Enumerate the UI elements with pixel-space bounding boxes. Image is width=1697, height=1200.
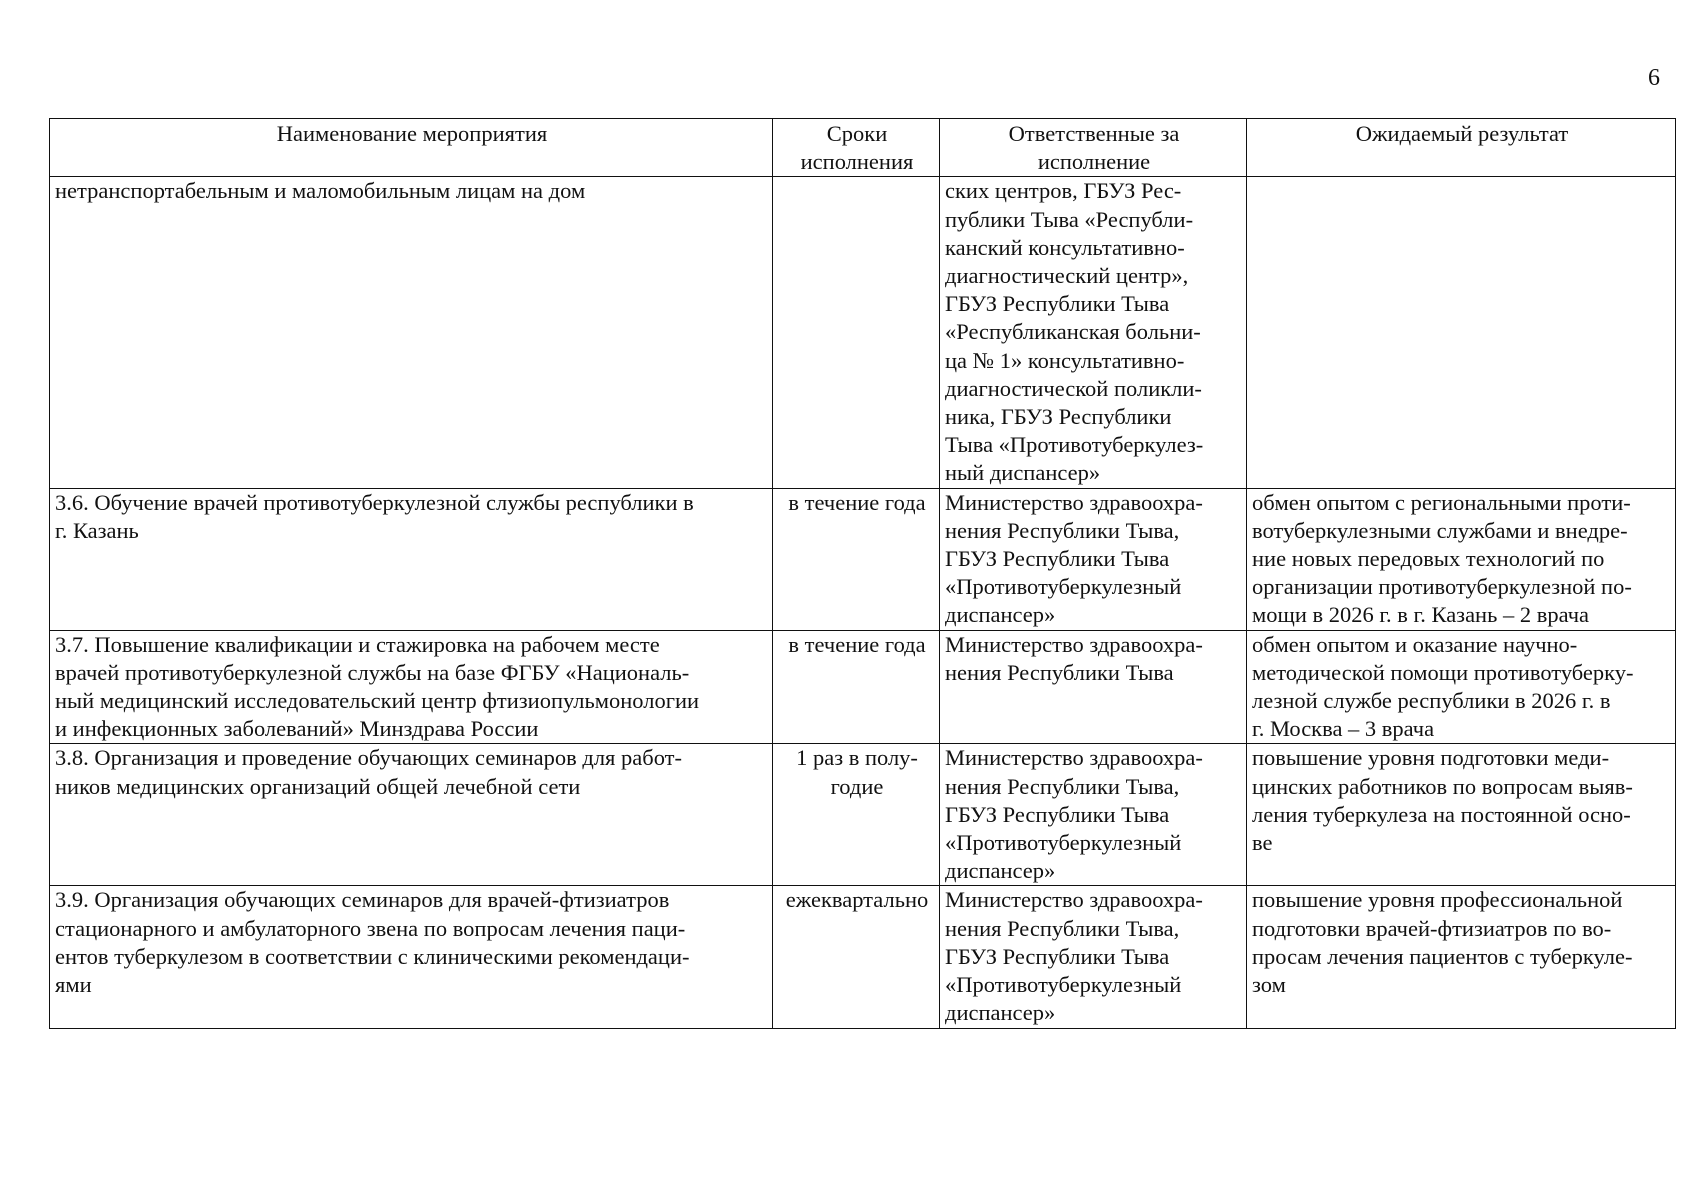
cell-responsible (940, 886, 1247, 1028)
cell-deadline (773, 744, 940, 886)
cell-text-line: диагностической поликли- (945, 375, 1202, 401)
page-number: 6 (1648, 65, 1660, 91)
cell-result (1247, 177, 1676, 488)
cell-text-line: «Противотуберкулезный (945, 830, 1182, 856)
header-line: исполнения (800, 149, 914, 175)
cell-text-line: просам лечения пациентов с туберкуле- (1252, 943, 1633, 969)
cell-text-line: зом (1252, 972, 1286, 998)
cell-text-line: нения Республики Тыва (945, 659, 1174, 685)
cell-text-line: диспансер» (945, 858, 1056, 884)
cell-text-line: ца № 1» консультативно- (945, 347, 1185, 373)
cell-responsible (940, 630, 1247, 744)
cell-text-line: ских центров, ГБУЗ Рес- (945, 178, 1182, 204)
table-row (50, 886, 1676, 1028)
cell-text-line: ника, ГБУЗ Республики (945, 404, 1172, 430)
cell-text-line: публики Тыва «Республи- (945, 206, 1194, 232)
cell-text-line: ников медицинских организаций общей лечебной сети (55, 773, 581, 799)
cell-text-line: врачей противотуберкулезной службы на базе ФГБУ «Националь- (55, 659, 690, 685)
cell-result (1247, 886, 1676, 1028)
cell-text-line: в течение года (788, 489, 926, 515)
cell-text-line: Министерство здравоохра- (945, 887, 1203, 913)
cell-text-line: диагностический центр», (945, 263, 1189, 289)
cell-text-line: нения Республики Тыва, (945, 517, 1180, 543)
cell-text-line: г. Москва – 3 врача (1252, 716, 1435, 742)
cell-text-line: Тыва «Противотуберкулез- (945, 432, 1204, 458)
cell-text-line: 3.9. Организация обучающих семинаров для врачей-фтизиатров (55, 887, 670, 913)
cell-text-line: ежеквартально (785, 887, 929, 913)
cell-text-line: нетранспортабельным и маломобильным лицам на дом (55, 178, 586, 204)
cell-text-line: ентов туберкулезом в соответствии с клиническими рекомендаци- (55, 943, 690, 969)
cell-text-line: обмен опытом с региональными проти- (1252, 489, 1631, 515)
header-line: Наименование мероприятия (276, 121, 548, 146)
cell-text-line: «Противотуберкулезный (945, 972, 1182, 998)
header-name (50, 119, 773, 177)
cell-text-line: «Республиканская больни- (945, 319, 1201, 345)
table-header-row (50, 119, 1676, 177)
cell-text-line: 3.6. Обучение врачей противотуберкулезной службы республики в (55, 489, 694, 515)
cell-text-line: ный медицинский исследовательский центр фтизиопульмонологии (55, 688, 700, 714)
cell-text-line: лезной службе республики в 2026 г. в (1252, 688, 1611, 714)
cell-text-line: цинских работников по вопросам выяв- (1252, 773, 1633, 799)
cell-text-line: ГБУЗ Республики Тыва (945, 801, 1170, 827)
cell-text-line: ями (55, 972, 92, 998)
cell-deadline (773, 886, 940, 1028)
action-plan-table (49, 118, 1676, 1029)
header-responsible (940, 119, 1247, 177)
cell-name (50, 886, 773, 1028)
cell-text-line: ГБУЗ Республики Тыва (945, 943, 1170, 969)
cell-text-line: подготовки врачей-фтизиатров по во- (1252, 915, 1612, 941)
cell-text-line: диспансер» (945, 602, 1056, 628)
cell-text-line: повышение уровня профессиональной (1252, 887, 1623, 913)
cell-text-line: Министерство здравоохра- (945, 745, 1203, 771)
cell-deadline (773, 488, 940, 630)
cell-text-line: Министерство здравоохра- (945, 489, 1203, 515)
cell-text-line: ве (1252, 830, 1273, 856)
cell-text-line: г. Казань (55, 517, 139, 543)
cell-text-line: 1 раз в полу- (796, 745, 918, 771)
table-row (50, 488, 1676, 630)
cell-text-line: стационарного и амбулаторного звена по вопросам лечения паци- (55, 915, 686, 941)
header-line: исполнение (1037, 149, 1151, 175)
header-result (1247, 119, 1676, 177)
cell-text-line: диспансер» (945, 1000, 1056, 1026)
cell-name (50, 630, 773, 744)
cell-text-line: годие (830, 773, 884, 799)
cell-name (50, 488, 773, 630)
cell-name (50, 177, 773, 488)
cell-text-line: ГБУЗ Республики Тыва (945, 546, 1170, 572)
cell-text-line: канский консультативно- (945, 234, 1185, 260)
header-line: Сроки (826, 121, 888, 146)
table-body (50, 177, 1676, 1028)
table-row (50, 630, 1676, 744)
cell-text-line: нения Республики Тыва, (945, 915, 1180, 941)
cell-responsible (940, 488, 1247, 630)
cell-text-line: нения Республики Тыва, (945, 773, 1180, 799)
cell-text-line: ления туберкулеза на постоянной осно- (1252, 801, 1631, 827)
cell-deadline (773, 630, 940, 744)
cell-text-line: «Противотуберкулезный (945, 574, 1182, 600)
cell-result (1247, 744, 1676, 886)
cell-text-line: 3.8. Организация и проведение обучающих семинаров для работ- (55, 745, 682, 771)
cell-responsible (940, 744, 1247, 886)
cell-text-line: и инфекционных заболеваний» Минздрава России (55, 716, 539, 742)
header-line: Ожидаемый результат (1355, 121, 1569, 146)
cell-text-line: ние новых передовых технологий по (1252, 546, 1605, 572)
cell-text-line: мощи в 2026 г. в г. Казань – 2 врача (1252, 602, 1589, 628)
cell-deadline (773, 177, 940, 488)
cell-text-line: 3.7. Повышение квалификации и стажировка на рабочем месте (55, 631, 660, 657)
cell-text-line: Министерство здравоохра- (945, 631, 1203, 657)
cell-result (1247, 630, 1676, 744)
header-deadline (773, 119, 940, 177)
cell-text-line: повышение уровня подготовки меди- (1252, 745, 1610, 771)
table-row (50, 744, 1676, 886)
table-row (50, 177, 1676, 488)
cell-result (1247, 488, 1676, 630)
cell-text-line: обмен опытом и оказание научно- (1252, 631, 1578, 657)
header-line: Ответственные за (1008, 121, 1180, 146)
cell-text-line: методической помощи противотуберку- (1252, 659, 1634, 685)
cell-text-line: ный диспансер» (945, 460, 1101, 486)
cell-text-line: в течение года (788, 631, 926, 657)
cell-text-line: организации противотуберкулезной по- (1252, 574, 1632, 600)
cell-name (50, 744, 773, 886)
cell-text-line: вотуберкулезными службами и внедре- (1252, 517, 1628, 543)
cell-responsible (940, 177, 1247, 488)
cell-text-line: ГБУЗ Республики Тыва (945, 291, 1170, 317)
